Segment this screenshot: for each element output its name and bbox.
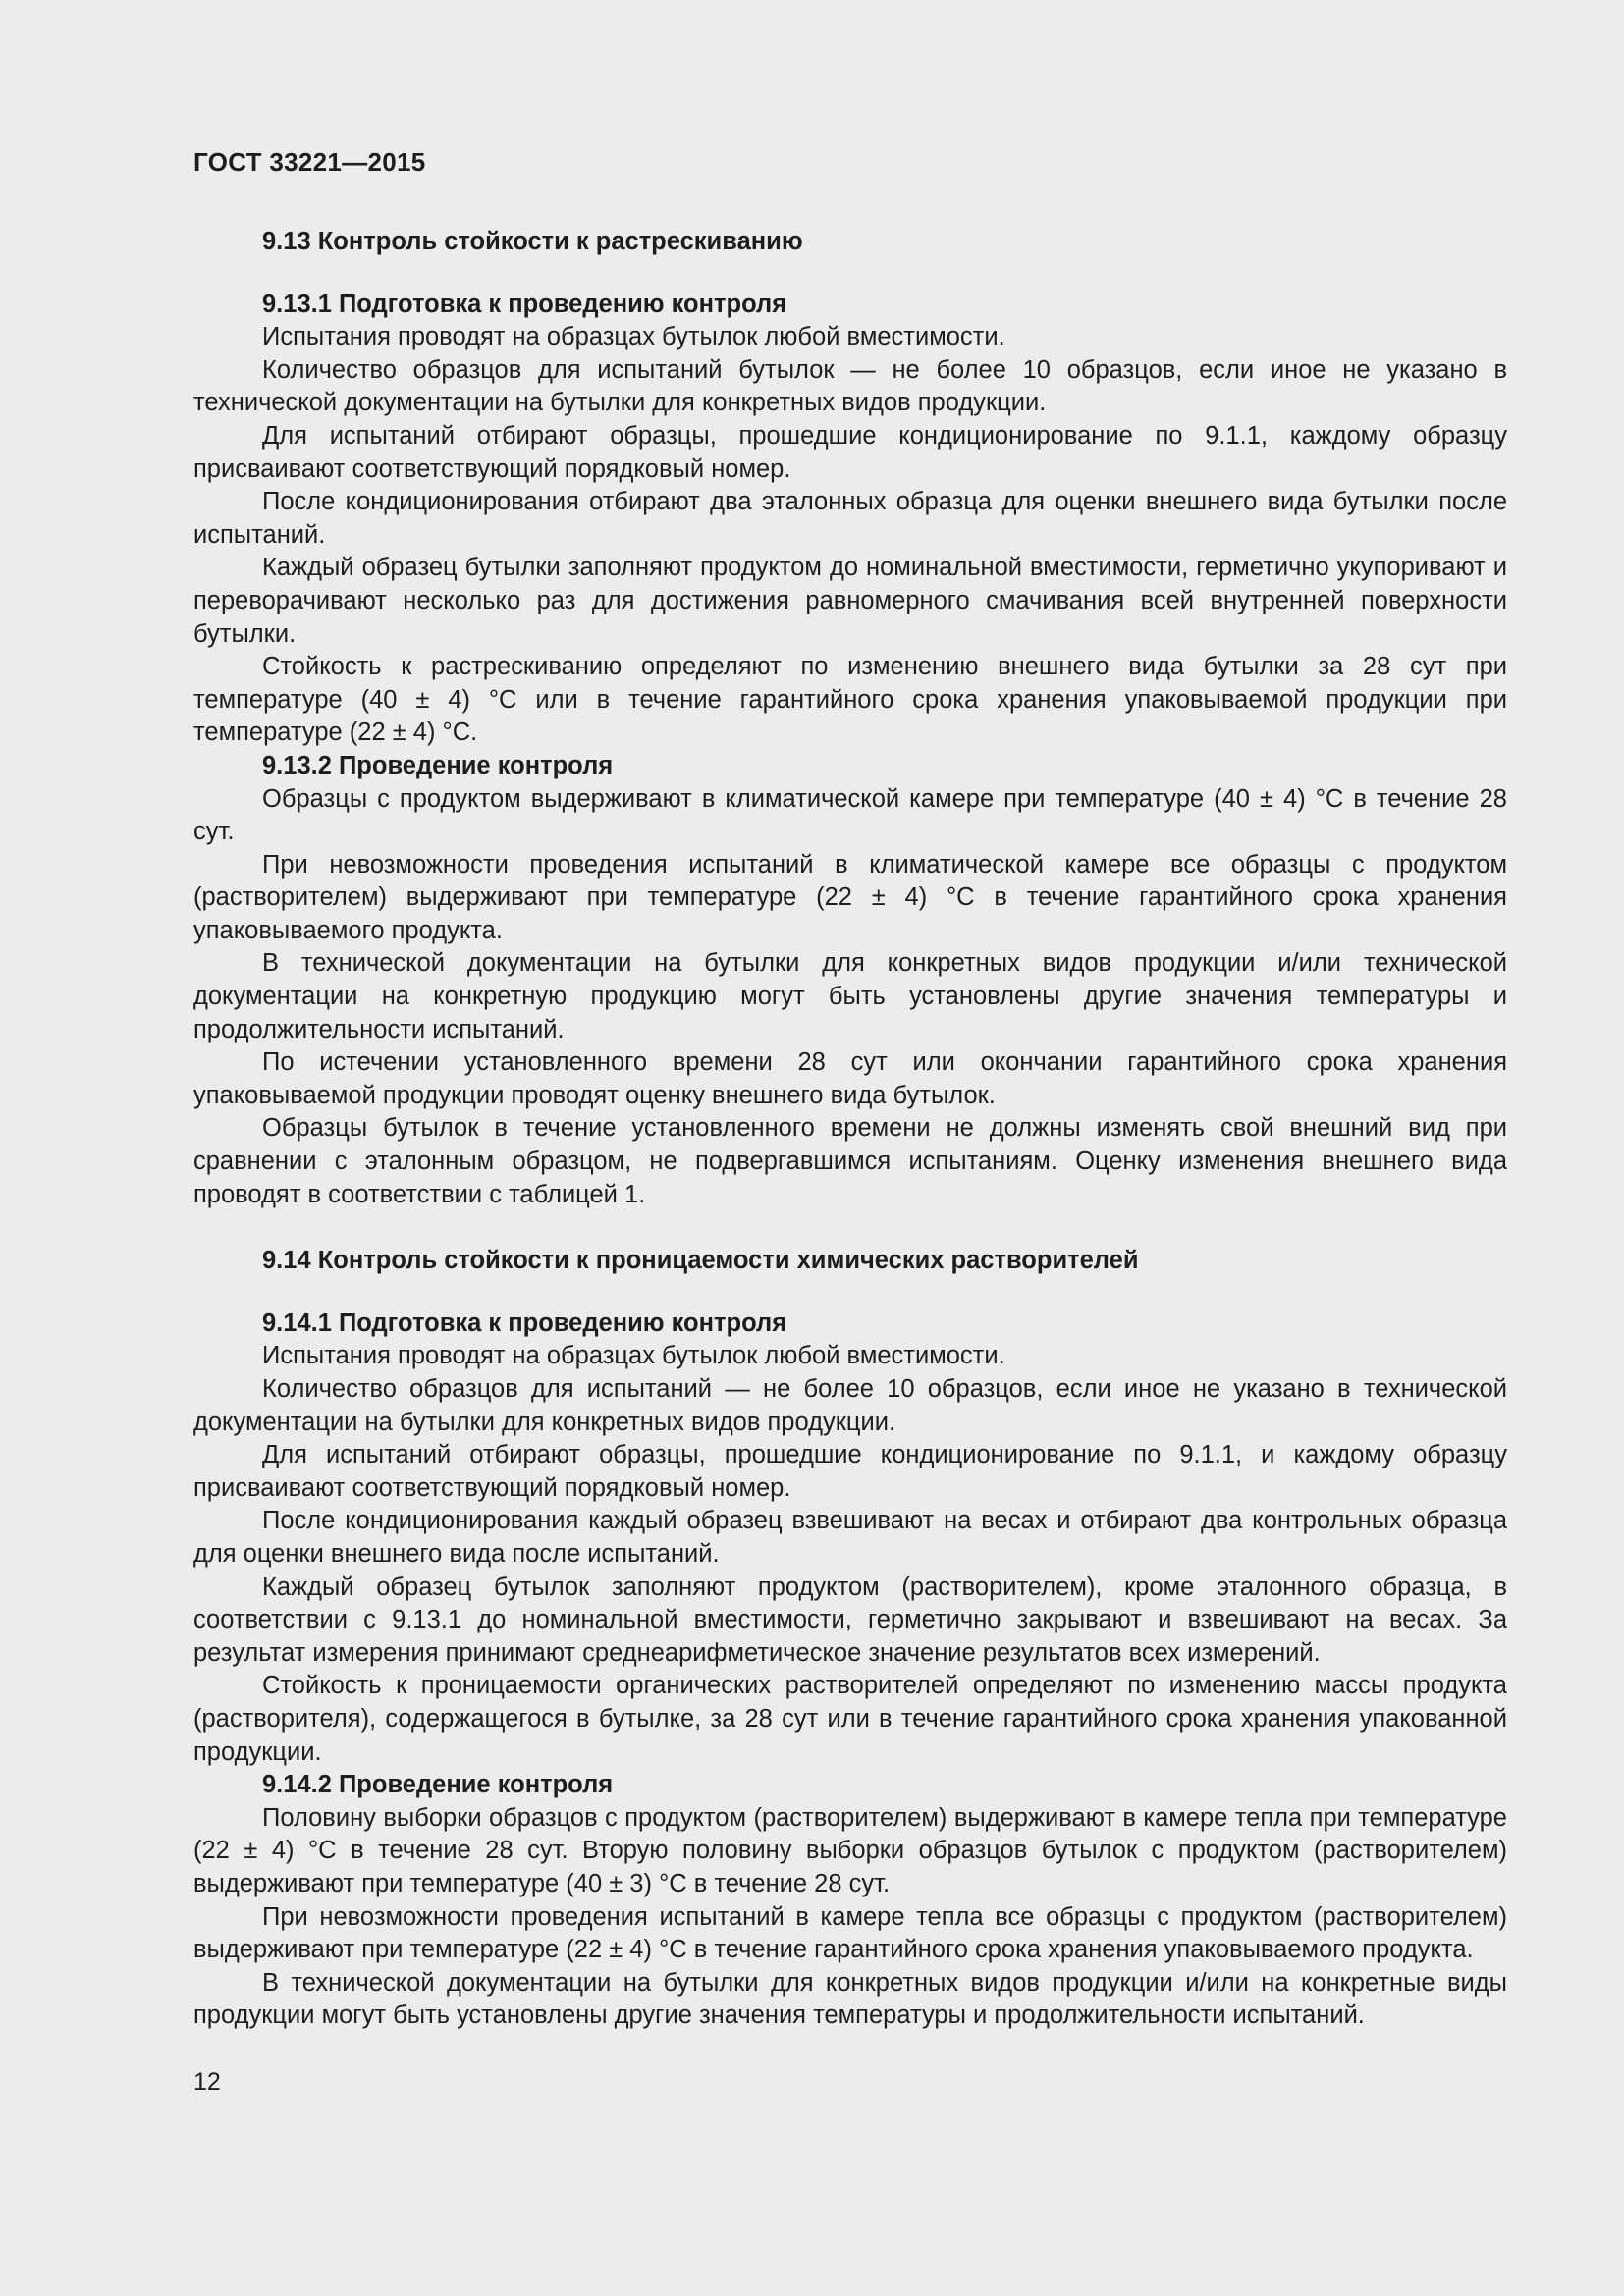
paragraph: Образцы бутылок в течение установленного времени не должны изменять свой внешний вид при сравнении с эталонным образцом, не подвергавшимся испытаниям. Оценку изменения внешнего вида проводят в соответствии с таблицей 1. (193, 1114, 1507, 1208)
paragraph: После кондиционирования отбирают два эталонных образца для оценки внешнего вида бутылки после испытаний. (193, 488, 1507, 549)
paragraph: Испытания проводят на образцах бутылок любой вместимости. (262, 323, 1005, 351)
paragraph: Испытания проводят на образцах бутылок любой вместимости. (262, 1342, 1005, 1370)
document-header: ГОСТ 33221—2015 (193, 147, 426, 177)
paragraph: Половину выборки образцов с продуктом (растворителем) выдерживают в камере тепла при температуре (22 ± 4) °С в течение 28 сут. Вторую половину выборки образцов бутылок с продуктом (растворителем) выдерживают при температуре (40 ± 3) °С в течение 28 сут. (193, 1803, 1507, 1897)
subsection-heading: 9.14.2 Проведение контроля (262, 1771, 614, 1799)
paragraph: В технической документации на бутылки для конкретных видов продукции и/или на конкретные виды продукции могут быть установлены другие значения температуры и продолжительности испытаний. (193, 1968, 1507, 2030)
paragraph: При невозможности проведения испытаний в климатической камере все образцы с продуктом (растворителем) выдерживают при температуре (22 ± 4) °С в течение гарантийного срока хранения упаковываемого продукта. (193, 850, 1507, 944)
subsection-heading: 9.14.1 Подготовка к проведению контроля (262, 1308, 787, 1337)
paragraph: Количество образцов для испытаний бутылок — не более 10 образцов, если иное не указано в технической документации на бутылки для конкретных видов продукции. (193, 355, 1507, 417)
subsection-heading: 9.13.2 Проведение контроля (262, 751, 614, 779)
paragraph: Количество образцов для испытаний — не более 10 образцов, если иное не указано в технической документации на бутылки для конкретных видов продукции. (193, 1375, 1507, 1436)
section-heading: 9.14 Контроль стойкости к проницаемости химических растворителей (262, 1247, 1139, 1275)
paragraph: По истечении установленного времени 28 сут или окончании гарантийного срока хранения упаковываемой продукции проводят оценку внешнего вида бутылок. (193, 1048, 1507, 1109)
page-number: 12 (193, 2068, 221, 2096)
paragraph: После кондиционирования каждый образец взвешивают на весах и отбирают два контрольных образца для оценки внешнего вида после испытаний. (193, 1507, 1507, 1568)
paragraph: Каждый образец бутылок заполняют продуктом (растворителем), кроме эталонного образца, в соответствии с 9.13.1 до номинальной вместимости, герметично закрывают и взвешивают на весах. За результат измерения принимают среднеарифметическое значение результатов всех измерений. (193, 1573, 1507, 1667)
section-heading: 9.13 Контроль стойкости к растрескиванию (262, 228, 803, 255)
paragraph: В технической документации на бутылки для конкретных видов продукции и/или технической документации на конкретную продукцию могут быть установлены другие значения температуры и продолжительности испытаний. (193, 949, 1507, 1043)
paragraph: Каждый образец бутылки заполняют продуктом до номинальной вместимости, герметично укупоривают и переворачивают несколько раз для достижения равномерного смачивания всей внутренней поверхности бутылки. (193, 554, 1507, 648)
paragraph: Стойкость к проницаемости органических растворителей определяют по изменению массы продукта (растворителя), содержащегося в бутылке, за 28 сут или в течение гарантийного срока хранения упакованной продукции. (193, 1672, 1507, 1766)
document-body (193, 226, 1507, 2033)
paragraph: Для испытаний отбирают образцы, прошедшие кондиционирование по 9.1.1, каждому образцу присваивают соответствующий порядковый номер. (193, 421, 1507, 483)
paragraph: Для испытаний отбирают образцы, прошедшие кондиционирование по 9.1.1, и каждому образцу присваивают соответствующий порядковый номер. (193, 1441, 1507, 1502)
paragraph: При невозможности проведения испытаний в камере тепла все образцы с продуктом (растворителем) выдерживают при температуре (22 ± 4) °С в течение гарантийного срока хранения упаковываемого продукта. (193, 1902, 1507, 1964)
paragraph: Стойкость к растрескиванию определяют по изменению внешнего вида бутылки за 28 сут при температуре (40 ± 4) °С или в течение гарантийного срока хранения упаковываемой продукции при температуре (22 ± 4) °С. (193, 653, 1507, 747)
paragraph: Образцы с продуктом выдерживают в климатической камере при температуре (40 ± 4) °С в течение 28 сут. (193, 784, 1507, 846)
subsection-heading: 9.13.1 Подготовка к проведению контроля (262, 290, 787, 318)
